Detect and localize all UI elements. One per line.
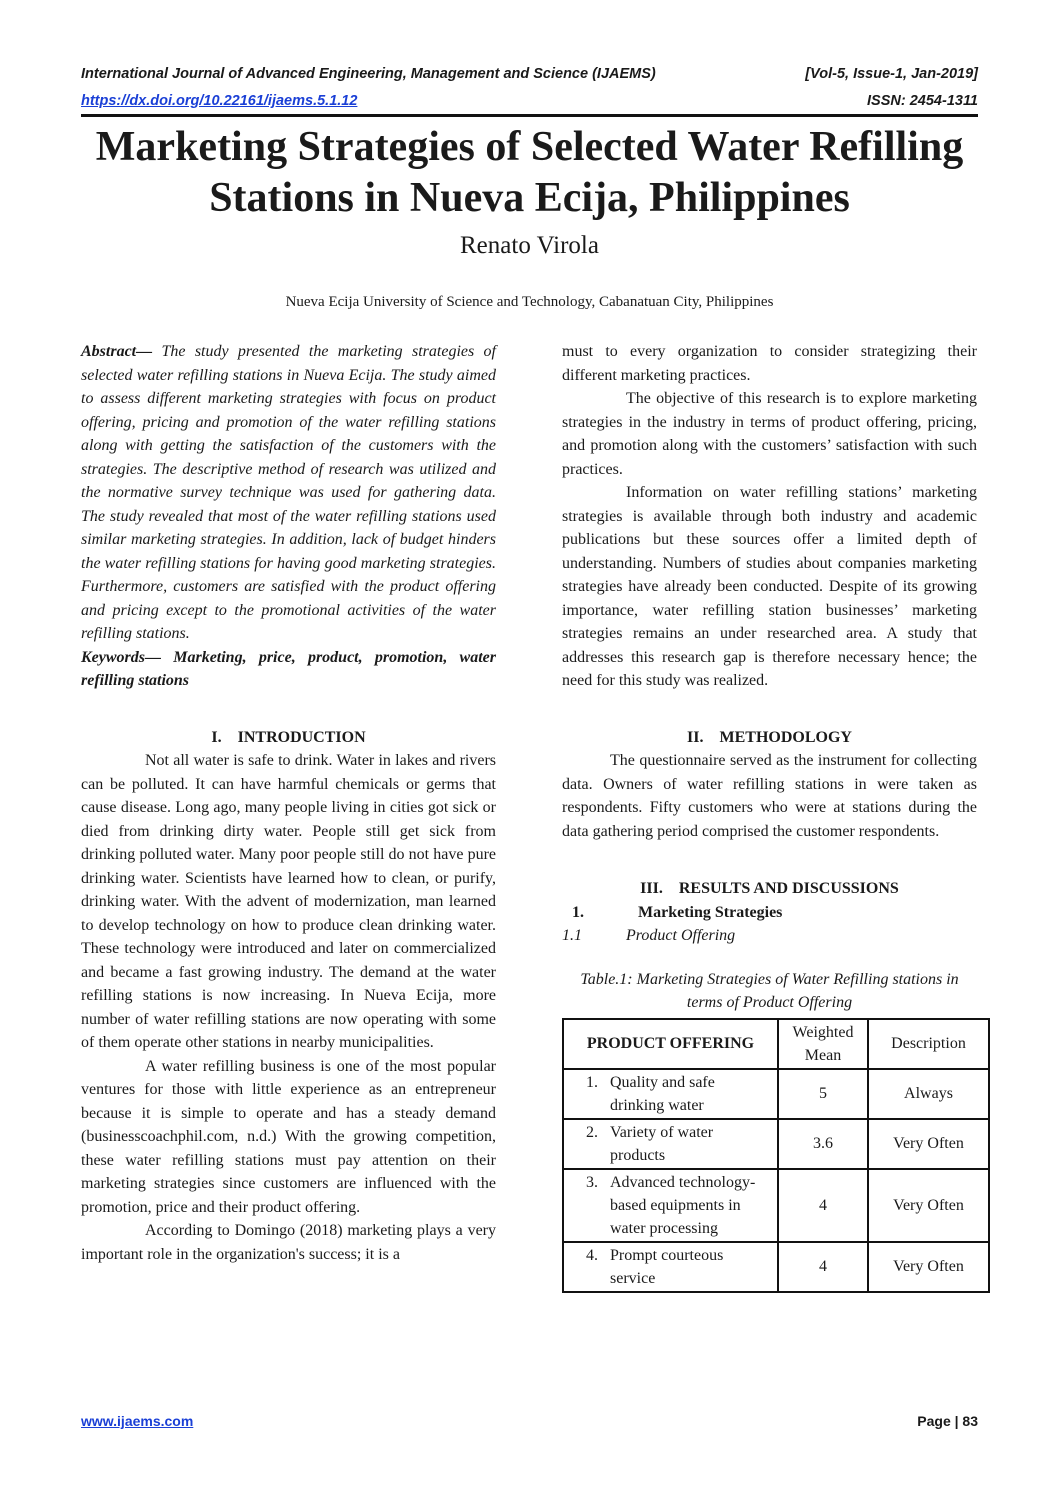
table-cell-item [563,1169,778,1242]
table-header-row [563,1019,989,1069]
subsection-heading [562,901,977,925]
section-title: RESULTS AND DISCUSSIONS [678,880,899,897]
item-text: Advanced technology-based equipments in water processing [610,1173,756,1237]
item-number: 4. [586,1246,598,1264]
intro-paragraph-2: A water refilling business is one of the most popular ventures for those with little experience as an entrepreneur because it is simple to operate and has a steady demand (businesscoachphil.com, n.d.) With the growing competition, these water refilling stations must pay attention on their marketing strategies since customers are influenced with the promotion, price and their product offering. [81,1057,496,1216]
website-link[interactable]: www.ijaems.com [81,1413,194,1429]
intro-paragraph-3-continued: must to every organization to consider strategizing their different marketing practices. [562,343,977,384]
table-cell-item [563,1119,778,1169]
table-cell-item [563,1242,778,1292]
section-title: METHODOLOGY [719,728,852,746]
journal-name: International Journal of Advanced Engineering, Management and Science (IJAEMS) [81,66,656,82]
table-cell-mean: 5 [778,1069,868,1119]
keywords: Keywords— Marketing, price, product, promotion, water refilling stations [81,648,496,689]
left-column [81,340,496,1266]
table-cell-mean: 4 [778,1169,868,1242]
issn: ISSN: 2454-1311 [867,93,978,109]
paper-title: Marketing Strategies of Selected Water Refilling Stations in Nueva Ecija, Philippines [95,124,964,221]
header-weighted-mean: Weighted Mean [778,1019,868,1069]
page-footer [81,1413,978,1429]
header-description: Description [868,1019,989,1069]
subsection-title: Marketing Strategies [638,903,783,921]
subsubsection-heading [562,924,977,948]
item-text: Prompt courteous service [610,1246,724,1287]
table-caption: Table.1: Marketing Strategies of Water Refilling stations in terms of Product Offering [580,970,959,1011]
header-rule [81,114,978,117]
intro-paragraph-1: Not all water is safe to drink. Water in lakes and rivers can be polluted. It can have harmful chemicals or germs that cause disease. Long ago, many people living in cities got sick or died from drinking dirty water. People still get sick from drinking polluted water. Many poor people still do not have pure drinking water. Scientists have learned how to clean, or purify, drinking water. With the advent of modernization, man learned to develop technology on how to produce clean drinking water. These technology were introduced and later on commercialized and became a fast growing industry. The demand at the water refilling stations is now increasing. In Nueva Ecija, more number of water refilling stations are now operating with some of them operate other stations in nearby municipalities. [81,752,496,1051]
item-number: 2. [586,1123,598,1141]
subsection-number: 1. [572,903,584,921]
abstract [81,340,496,646]
product-offering-table [562,1018,990,1293]
author-name: Renato Virola [460,232,599,259]
section-number: I. [211,728,222,746]
section-heading-methodology [562,726,977,750]
section-number: II. [687,728,704,746]
volume-info: [Vol-5, Issue-1, Jan-2019] [805,66,978,82]
running-subheader [81,93,978,109]
table-row [563,1069,989,1119]
table-cell-description: Very Often [868,1119,989,1169]
abstract-label: Abstract— [81,343,153,360]
item-text: Variety of water products [610,1123,714,1164]
subsubsection-number: 1.1 [562,927,582,944]
right-column [562,340,977,1293]
item-number: 3. [586,1173,598,1191]
item-number: 1. [586,1073,598,1091]
intro-paragraph-4: The objective of this research is to explore marketing strategies in the industry in terms of product offering, pricing, and promotion along with the customers’ satisfaction with such practices. [562,390,977,478]
section-title: INTRODUCTION [237,728,366,746]
table-cell-item [563,1069,778,1119]
table-cell-mean: 3.6 [778,1119,868,1169]
section-heading-results [562,877,977,901]
header-product-offering: PRODUCT OFFERING [563,1019,778,1069]
running-header [81,66,978,82]
doi-link[interactable]: https://dx.doi.org/10.22161/ijaems.5.1.12 [81,93,358,109]
table-row [563,1242,989,1292]
subsubsection-title: Product Offering [626,927,736,944]
page-number: Page | 83 [917,1413,978,1429]
intro-paragraph-5: Information on water refilling stations’ marketing strategies is available through both industry and academic publications but these sources offer a limited depth of understanding. Numbers of studies about companies marketing strategies have already been conducted. Despite of its growing importance, water refilling station businesses’ marketing strategies remains an under researched area. A study that addresses this research gap is therefore necessary hence; the need for this study was realized. [562,484,977,689]
abstract-text: The study presented the marketing strategies of selected water refilling stations in Nueva Ecija. The study aimed to assess different marketing strategies with focus on product offering, pricing and promotion of the water refilling stations along with getting the satisfaction of the customers with the strategies. The descriptive method of research was utilized and the normative survey technique was used for gathering data. The study revealed that most of the water refilling stations used similar marketing strategies. In addition, lack of budget hinders the water refilling stations for having good marketing strategies. Furthermore, customers are satisfied with the product offering and pricing except to the promotional activities of the water refilling stations. [81,343,496,642]
item-text: Quality and safe drinking water [610,1073,715,1114]
table-cell-description: Always [868,1069,989,1119]
affiliation: Nueva Ecija University of Science and Technology, Cabanatuan City, Philippines [285,294,774,310]
table-cell-mean: 4 [778,1242,868,1292]
table-cell-description: Very Often [868,1242,989,1292]
table-row [563,1169,989,1242]
section-number: III. [640,880,663,897]
table-row [563,1119,989,1169]
section-heading-introduction [81,726,496,750]
intro-paragraph-3: According to Domingo (2018) marketing plays a very important role in the organization's success; it is a [81,1222,496,1263]
methodology-paragraph: The questionnaire served as the instrument for collecting data. Owners of water refilling stations in were taken as respondents. Fifty customers who were at stations during the data gathering period comprised the customer respondents. [562,752,977,840]
table-cell-description: Very Often [868,1169,989,1242]
